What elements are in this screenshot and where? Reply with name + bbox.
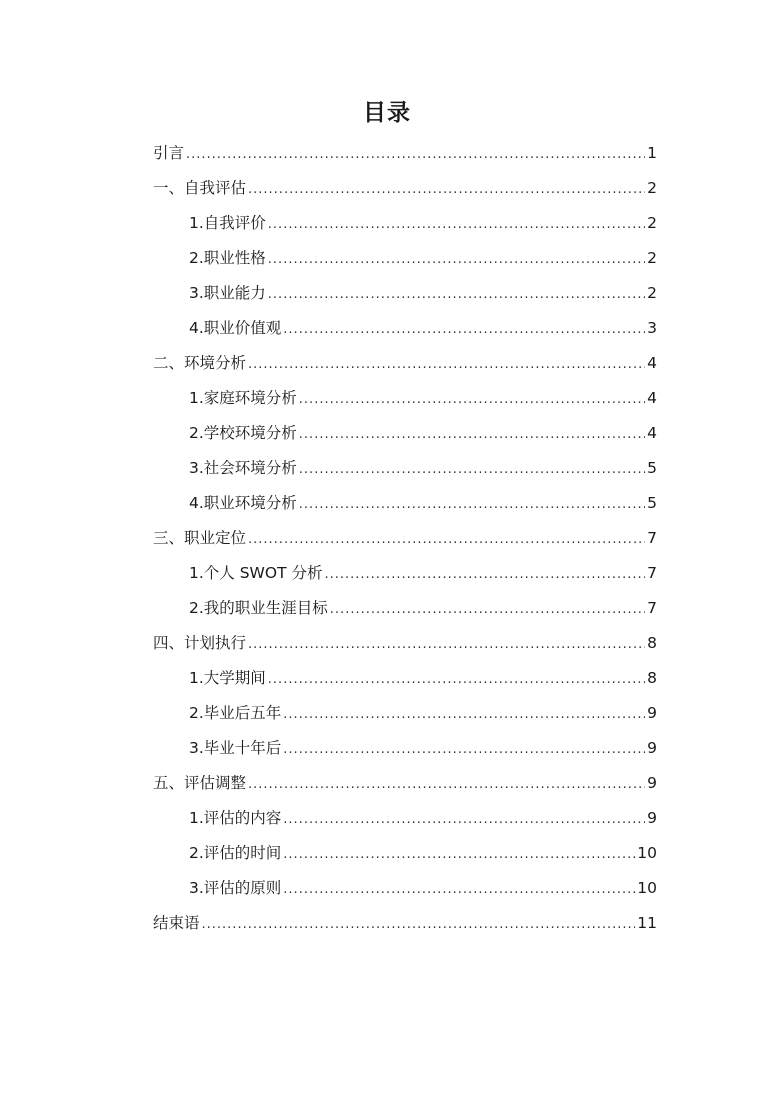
toc-entry-section[interactable] xyxy=(153,871,657,906)
toc-page-number: 3 xyxy=(647,319,657,337)
toc-dot-leader xyxy=(268,277,645,312)
toc-dot-leader xyxy=(186,137,645,172)
toc-dot-leader xyxy=(283,837,635,872)
toc-dot-leader xyxy=(299,382,645,417)
toc-dot-leader xyxy=(248,172,645,207)
toc-page-number: 4 xyxy=(647,424,657,442)
toc-page-number: 2 xyxy=(647,179,657,197)
toc-page-number: 8 xyxy=(647,634,657,652)
toc-entry-section[interactable] xyxy=(153,381,657,416)
toc-dot-leader xyxy=(283,802,645,837)
toc-entry-text: 2.毕业后五年 xyxy=(189,704,282,722)
toc-entry-text: 2.评估的时间 xyxy=(189,844,282,862)
toc-entry-text: 2.我的职业生涯目标 xyxy=(189,599,328,617)
toc-entry-section[interactable] xyxy=(153,206,657,241)
toc-entry-chapter[interactable] xyxy=(153,626,657,661)
toc-dot-leader xyxy=(330,592,645,627)
toc-dot-leader xyxy=(248,767,645,802)
toc-dot-leader xyxy=(268,242,645,277)
toc-page-number: 9 xyxy=(647,809,657,827)
toc-dot-leader xyxy=(268,662,645,697)
toc-dot-leader xyxy=(248,347,645,382)
toc-page-number: 2 xyxy=(647,284,657,302)
toc-page-number: 7 xyxy=(647,564,657,582)
table-of-contents xyxy=(153,136,657,941)
toc-entry-text: 2.职业性格 xyxy=(189,249,266,267)
toc-entry-chapter[interactable] xyxy=(153,136,657,171)
toc-entry-chapter[interactable] xyxy=(153,521,657,556)
toc-entry-text: 3.职业能力 xyxy=(189,284,266,302)
toc-page-number: 7 xyxy=(647,599,657,617)
toc-dot-leader xyxy=(268,207,645,242)
toc-page-number: 4 xyxy=(647,354,657,372)
toc-dot-leader xyxy=(299,487,645,522)
toc-dot-leader xyxy=(299,417,645,452)
toc-entry-text: 结束语 xyxy=(153,914,200,932)
toc-entry-text: 4.职业环境分析 xyxy=(189,494,297,512)
toc-entry-text: 二、环境分析 xyxy=(153,354,247,372)
toc-entry-chapter[interactable] xyxy=(153,766,657,801)
toc-dot-leader xyxy=(248,627,645,662)
toc-page-number: 2 xyxy=(647,249,657,267)
toc-entry-section[interactable] xyxy=(153,836,657,871)
toc-page-number: 5 xyxy=(647,494,657,512)
toc-page-number: 9 xyxy=(647,739,657,757)
toc-entry-text: 4.职业价值观 xyxy=(189,319,282,337)
toc-dot-leader xyxy=(324,557,645,592)
toc-dot-leader xyxy=(202,907,636,942)
toc-entry-text: 1.评估的内容 xyxy=(189,809,282,827)
toc-dot-leader xyxy=(248,522,645,557)
toc-entry-text: 3.毕业十年后 xyxy=(189,739,282,757)
toc-entry-text: 一、自我评估 xyxy=(153,179,247,197)
toc-page-number: 4 xyxy=(647,389,657,407)
toc-entry-chapter[interactable] xyxy=(153,171,657,206)
toc-entry-section[interactable] xyxy=(153,731,657,766)
toc-entry-text: 1.家庭环境分析 xyxy=(189,389,297,407)
toc-entry-text: 五、评估调整 xyxy=(153,774,247,792)
toc-dot-leader xyxy=(283,872,635,907)
toc-entry-section[interactable] xyxy=(153,241,657,276)
toc-entry-text: 引言 xyxy=(153,144,185,162)
toc-page-number: 10 xyxy=(637,844,657,862)
toc-entry-section[interactable] xyxy=(153,276,657,311)
toc-entry-text: 1.个人 SWOT 分析 xyxy=(189,564,323,582)
toc-entry-section[interactable] xyxy=(153,801,657,836)
toc-entry-section[interactable] xyxy=(153,556,657,591)
toc-page-number: 9 xyxy=(647,774,657,792)
toc-title: 目录 xyxy=(363,100,411,126)
toc-page-number: 2 xyxy=(647,214,657,232)
toc-dot-leader xyxy=(283,732,645,767)
toc-entry-text: 3.评估的原则 xyxy=(189,879,282,897)
toc-page-number: 10 xyxy=(637,879,657,897)
toc-entry-text: 四、计划执行 xyxy=(153,634,247,652)
toc-page-number: 5 xyxy=(647,459,657,477)
toc-page-number: 8 xyxy=(647,669,657,687)
toc-entry-section[interactable] xyxy=(153,416,657,451)
toc-entry-chapter[interactable] xyxy=(153,346,657,381)
toc-entry-text: 3.社会环境分析 xyxy=(189,459,297,477)
toc-entry-text: 2.学校环境分析 xyxy=(189,424,297,442)
toc-dot-leader xyxy=(283,697,645,732)
toc-entry-section[interactable] xyxy=(153,311,657,346)
toc-entry-text: 1.自我评价 xyxy=(189,214,266,232)
toc-page-number: 9 xyxy=(647,704,657,722)
toc-entry-section[interactable] xyxy=(153,591,657,626)
toc-entry-section[interactable] xyxy=(153,486,657,521)
toc-entry-chapter[interactable] xyxy=(153,906,657,941)
toc-dot-leader xyxy=(283,312,645,347)
toc-entry-text: 1.大学期间 xyxy=(189,669,266,687)
toc-entry-section[interactable] xyxy=(153,696,657,731)
toc-page-number: 11 xyxy=(637,914,657,932)
toc-page-number: 7 xyxy=(647,529,657,547)
toc-dot-leader xyxy=(299,452,645,487)
toc-entry-text: 三、职业定位 xyxy=(153,529,247,547)
toc-entry-section[interactable] xyxy=(153,661,657,696)
toc-page-number: 1 xyxy=(647,144,657,162)
toc-entry-section[interactable] xyxy=(153,451,657,486)
